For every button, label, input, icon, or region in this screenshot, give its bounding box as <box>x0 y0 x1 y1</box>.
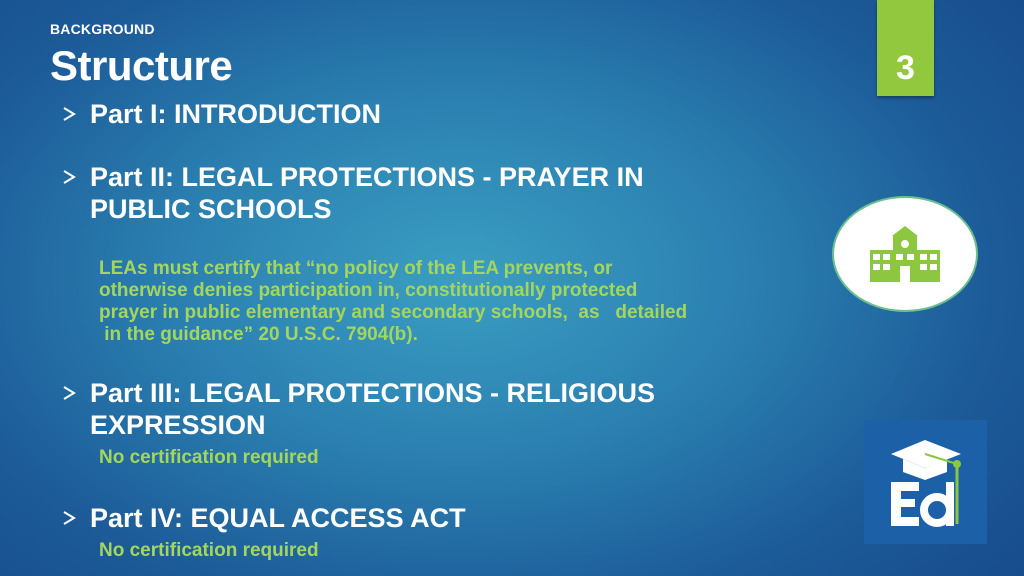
note-line: otherwise denies participation in, constitutionally protected <box>99 280 638 301</box>
chevron-right-icon <box>62 106 76 122</box>
school-building-icon <box>868 224 942 284</box>
bullet-part-1 <box>62 98 762 130</box>
note-line: in the guidance” 20 U.S.C. 7904(b). <box>99 324 418 345</box>
note-line: LEAs must certify that “no policy of the LEA prevents, or <box>99 258 613 279</box>
slide-title: Structure <box>50 42 233 89</box>
bullet-text: Part IV: EQUAL ACCESS ACT <box>90 503 466 533</box>
note-line: prayer in public elementary and secondary schools, as detailed <box>99 302 688 323</box>
bullet-text: Part II: LEGAL PROTECTIONS - PRAYER IN PUBLIC SCHOOLS <box>90 162 644 224</box>
note-no-certification: No certification required <box>99 540 319 561</box>
chevron-right-icon <box>62 510 76 526</box>
bullet-part-3 <box>62 377 762 441</box>
ed-logo-icon <box>873 432 978 532</box>
note-no-certification: No certification required <box>99 447 319 468</box>
page-number-tab <box>877 0 934 96</box>
bullet-part-2 <box>62 161 742 225</box>
chevron-right-icon <box>62 169 76 185</box>
page-number: 3 <box>896 49 915 87</box>
bullet-text: Part I: INTRODUCTION <box>90 99 382 129</box>
bullet-text: Part III: LEGAL PROTECTIONS - RELIGIOUS EXPRESSION <box>90 378 656 440</box>
section-label: BACKGROUND <box>50 21 155 37</box>
bullet-part-4 <box>62 502 762 534</box>
school-circle <box>832 196 978 312</box>
ed-logo <box>864 420 987 544</box>
chevron-right-icon <box>62 385 76 401</box>
